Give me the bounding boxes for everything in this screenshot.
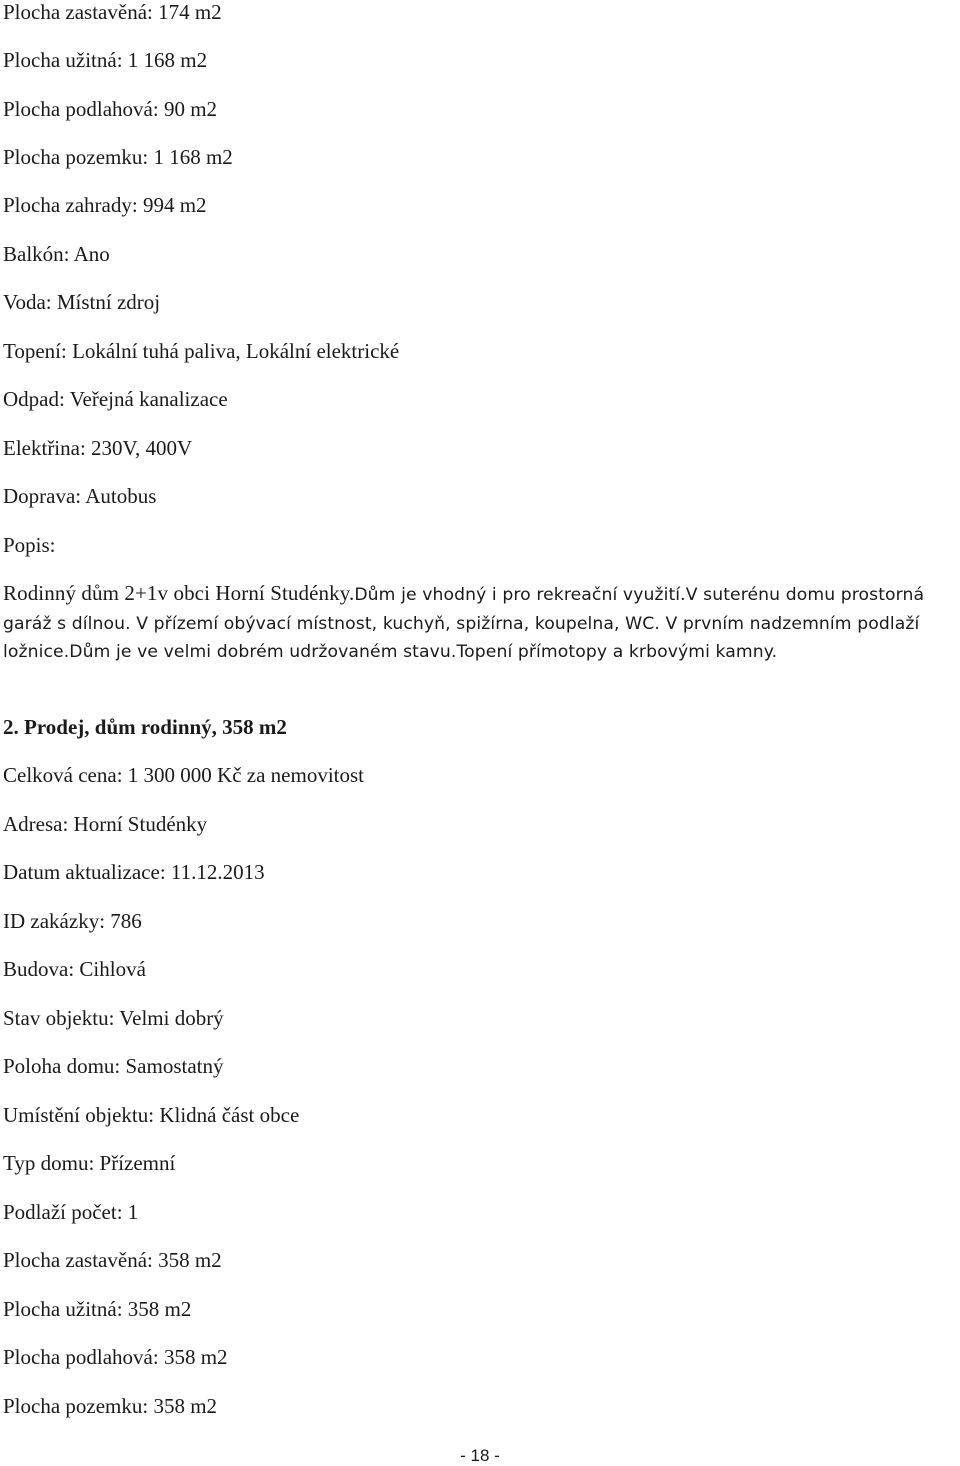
field-floor-count: Podlaží počet: 1 xyxy=(3,1200,139,1224)
property-description xyxy=(3,579,955,667)
field-electricity: Elektřina: 230V, 400V xyxy=(3,436,193,460)
field-land-area: Plocha pozemku: 1 168 m2 xyxy=(3,145,233,169)
field-house-type: Typ domu: Přízemní xyxy=(3,1151,176,1175)
field-usable-area-2: Plocha užitná: 358 m2 xyxy=(3,1297,192,1321)
field-house-position: Poloha domu: Samostatný xyxy=(3,1054,224,1078)
field-usable-area: Plocha užitná: 1 168 m2 xyxy=(3,48,208,72)
field-address: Adresa: Horní Studénky xyxy=(3,812,208,836)
field-update-date: Datum aktualizace: 11.12.2013 xyxy=(3,860,265,884)
description-intro: Rodinný dům 2+1v obci Horní Studénky. xyxy=(3,581,355,605)
field-floor-area: Plocha podlahová: 90 m2 xyxy=(3,97,218,121)
page-number: - 18 - xyxy=(460,1446,500,1465)
field-sewage: Odpad: Veřejná kanalizace xyxy=(3,387,228,411)
field-garden-area: Plocha zahrady: 994 m2 xyxy=(3,193,207,217)
field-building: Budova: Cihlová xyxy=(3,957,146,981)
field-total-price: Celková cena: 1 300 000 Kč za nemovitost xyxy=(3,763,364,787)
field-water: Voda: Místní zdroj xyxy=(3,290,161,314)
field-balcony: Balkón: Ano xyxy=(3,242,110,266)
field-location: Umístění objektu: Klidná část obce xyxy=(3,1103,300,1127)
field-heating: Topení: Lokální tuhá paliva, Lokální elektrické xyxy=(3,339,400,363)
field-description-label: Popis: xyxy=(3,533,56,557)
field-order-id: ID zakázky: 786 xyxy=(3,909,142,933)
listing-heading: 2. Prodej, dům rodinný, 358 m2 xyxy=(3,715,287,739)
field-land-area-2: Plocha pozemku: 358 m2 xyxy=(3,1394,218,1418)
field-built-area: Plocha zastavěná: 174 m2 xyxy=(3,0,222,24)
description-body: Dům je vhodný i pro rekreační využití.V suterénu domu prostorná garáž s dílnou. V přízemí obývací místnost, kuchyň, spižírna, koupelna, WC. V prvním nadzemním podlaží ložnice.Dům je ve velmi dobrém udržovaném stavu.Topení přímotopy a krbovými kamny. xyxy=(3,585,925,662)
field-condition: Stav objektu: Velmi dobrý xyxy=(3,1006,224,1030)
field-transport: Doprava: Autobus xyxy=(3,484,157,508)
field-floor-area-2: Plocha podlahová: 358 m2 xyxy=(3,1345,228,1369)
field-built-area-2: Plocha zastavěná: 358 m2 xyxy=(3,1248,222,1272)
